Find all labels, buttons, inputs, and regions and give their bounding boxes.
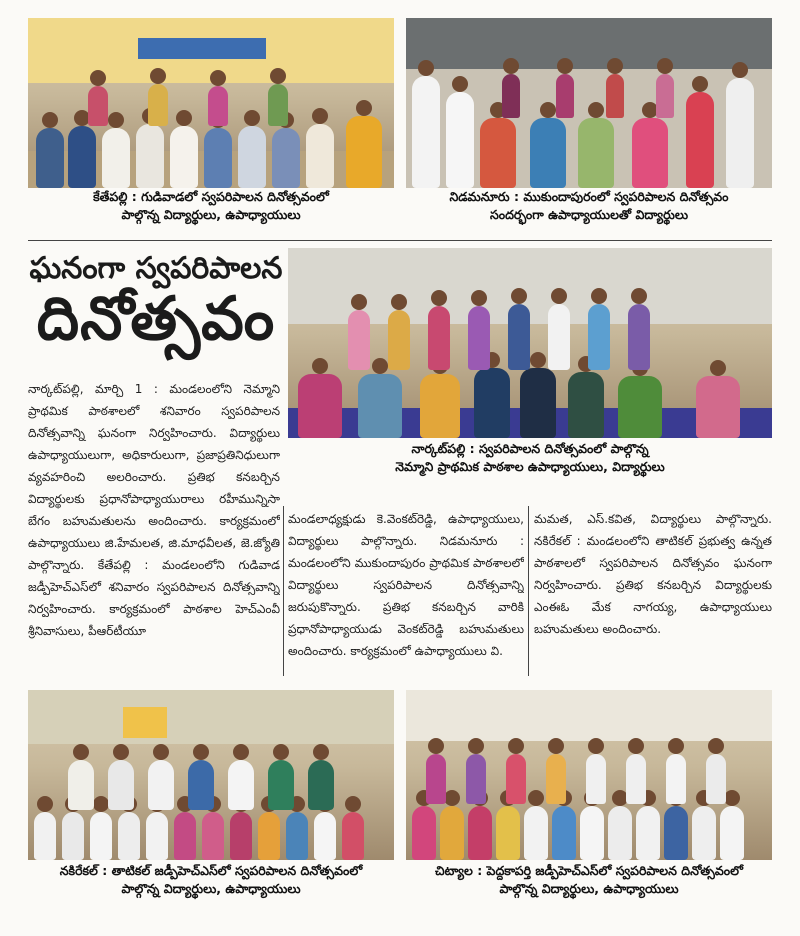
caption-line: పాల్గొన్న విద్యార్థులు, ఉపాధ్యాయులు: [499, 881, 679, 897]
photo-tatikal: [28, 690, 394, 860]
caption-line: కేతేపల్లి : గుడివాడలో స్వపరిపాలన దినోత్సవంలో: [93, 189, 329, 204]
caption-line: నకిరేకల్ : తాటికల్ జడ్పీహెచ్‌ఎస్‌లో స్వపరిపాలన దినోత్సవంలో: [59, 863, 363, 878]
caption-line: పాల్గొన్న విద్యార్థులు, ఉపాధ్యాయులు: [121, 881, 301, 897]
photo-peddakaparthi: [406, 690, 772, 860]
column-divider: [528, 506, 529, 676]
article-column-2: మండలాధ్యక్షుడు కె.వెంకట్‌రెడ్డి, ఉపాధ్యాయులు, విద్యార్థులు పాల్గొన్నారు. నిడమనూరు : మండలంలోని ముకుందాపురం ప్రాథమిక పాఠశాలలో విద్యార్థులు స్వపరిపాలన దినోత్సవాన్ని జరుపుకొన్నారు. ప్రతిభ కనబర్చిన వారికి ప్రధానోపాధ్యాయుడు వెంకట్‌రెడ్డి బహుమతులు అందించారు. కార్యక్రమంలో ఉపాధ్యాయులు వి.: [288, 512, 524, 658]
headline-line-2: దినోత్సవం: [36, 284, 276, 354]
article-column-3: మమత, ఎస్.కవిత, విద్యార్థులు పాల్గొన్నారు. నకిరేకల్ : మండలంలోని తాటికల్ ప్రభుత్వ ఉన్నత పాఠశాలలో స్వపరిపాలన దినోత్సవం ఘనంగా నిర్వహించారు. ప్రతిభ కనబర్చిన విద్యార్థులకు ఎంఈఓ మేక నాగయ్య, ఉపాధ్యాయులు బహుమతులు అందించారు.: [534, 512, 772, 636]
caption-line: సందర్భంగా ఉపాధ్యాయులతో విద్యార్థులు: [489, 207, 689, 223]
photo-gudivada: [28, 18, 394, 188]
caption-line: నిడమనూరు : ముకుందాపురంలో స్వపరిపాలన దినోత్సవం: [449, 189, 729, 204]
photo-tatikal-caption: [28, 862, 394, 898]
caption-line: నార్కట్‌పల్లి : స్వపరిపాలన దినోత్సవంలో పాల్గొన్న: [411, 441, 649, 456]
photo-nemmani: [288, 248, 772, 438]
photo-peddakaparthi-caption: [406, 862, 772, 898]
headline-line-1: ఘనంగా స్వపరిపాలన: [29, 251, 283, 286]
caption-line: నెమ్మాని ప్రాథమిక పాఠశాల ఉపాధ్యాయులు, విద్యార్థులు: [395, 459, 665, 475]
photo-mukundapuram: [406, 18, 772, 188]
photo-mukundapuram-caption: [406, 188, 772, 224]
caption-line: చిట్యాల : పెద్దకాపర్తి జడ్పీహెచ్‌ఎస్‌లో స్వపరిపాలన దినోత్సవంలో: [435, 863, 743, 878]
photo-nemmani-caption: [288, 440, 772, 476]
caption-line: పాల్గొన్న విద్యార్థులు, ఉపాధ్యాయులు: [121, 207, 301, 223]
section-divider: [28, 240, 772, 241]
photo-gudivada-caption: [28, 188, 394, 224]
article-column-1: నార్కట్‌పల్లి, మార్చి 1 : మండలంలోని నెమ్మాని ప్రాథమిక పాఠశాలలో శనివారం స్వపరిపాలన దినోత్సవాన్ని ఘనంగా నిర్వహించారు. విద్యార్థులు ఉపాధ్యాయులుగా, అధికారులుగా, ప్రజాప్రతినిధులుగా వ్యవహరించి అలరించారు. ప్రతిభ కనబర్చిన విద్యార్థులకు ప్రధానోపాధ్యాయురాలు రహీమున్నిసా బేగం బహుమతులను అందించారు. కార్యక్రమంలో ఉపాధ్యాయులు జి.హేమలత, జి.మాధవీలత, జె.జ్యోతి పాల్గొన్నారు. కేతేపల్లి : మండలంలోని గుడివాడ జడ్పీహెచ్‌ఎస్‌లో శనివారం స్వపరిపాలన దినోత్సవాన్ని నిర్వహించారు. కార్యక్రమంలో పాఠశాల హెచ్‌ఎంవీ శ్రీనివాసులు, పీఆర్‌టీయూ: [28, 382, 280, 638]
column-divider: [283, 506, 284, 676]
